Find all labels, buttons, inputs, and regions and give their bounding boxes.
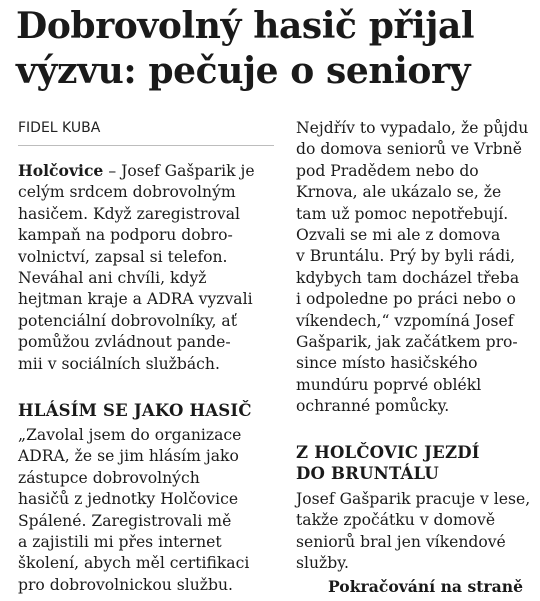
paragraph-line: Neváhal ani chvíli, když	[18, 269, 207, 288]
paragraph-line: pomůžou zvládnout pande-	[18, 333, 231, 352]
paragraph-line: v Bruntálu. Prý by byli rádi,	[296, 247, 516, 266]
paragraph-line: hasičem. Když zaregistroval	[18, 204, 240, 223]
paragraph-line: ADRA, že se jim hlásím jako	[18, 447, 239, 466]
paragraph-line: tam už pomoc nepotřebují.	[296, 204, 509, 223]
subheading-hlasim-se-jako-hasic: HLÁSÍM SE JAKO HASIČ	[18, 401, 252, 420]
headline-line-2: výzvu: pečuje o seniory	[16, 50, 471, 92]
paragraph-line: mundúru poprvé oblékl	[296, 375, 482, 394]
paragraph-line: kampaň na podporu dobro-	[18, 226, 233, 245]
paragraph-line: Nejdřív to vypadalo, že půjdu	[296, 119, 529, 137]
paragraph-line: since místo hasičského	[296, 354, 478, 373]
paragraph-line: ochranné pomůcky.	[296, 397, 450, 416]
headline	[16, 4, 540, 94]
paragraph-line: mii v sociálních službách.	[18, 354, 220, 373]
paragraph-line: pro dobrovolnickou službu.	[18, 575, 233, 594]
right-column-text	[296, 118, 540, 418]
paragraph-line: do domova seniorů ve Vrbně	[296, 140, 523, 159]
paragraph-line: Josef Gašparik pracuje v lese,	[296, 490, 531, 508]
paragraph-line	[18, 160, 280, 182]
left-column-text	[18, 160, 280, 375]
continued-on-page-note: Pokračování na straně	[328, 577, 524, 596]
paragraph-line: hejtman kraje a ADRA vyzvali	[18, 290, 253, 309]
subheading-z-holcovic-jezdi	[296, 442, 480, 484]
paragraph-line: seniorů bral jen víkendové	[296, 532, 506, 551]
paragraph-line-text: – Josef Gašparik je	[103, 162, 255, 180]
paragraph-line: volnictví, zapsal si telefon.	[18, 247, 228, 266]
paragraph-line: Gašparik, jak začátkem pro-	[296, 333, 518, 352]
dateline-place: Holčovice	[18, 161, 104, 180]
headline-line-1: Dobrovolný hasič přijal	[16, 5, 475, 47]
paragraph-line: Spálené. Zaregistrovali mě	[18, 511, 232, 530]
paragraph-line: i odpoledne po práci nebo o	[296, 290, 516, 309]
paragraph-line: a zajistili mi přes internet	[18, 533, 222, 552]
paragraph-line: Krnova, ale ukázalo se, že	[296, 183, 502, 202]
paragraph-line: kdybych tam docházel třeba	[296, 268, 520, 287]
paragraph-line: „Zavolal jsem do organizace	[18, 426, 242, 444]
paragraph-line: víkendech,“ vzpomíná Josef	[296, 311, 514, 330]
subheading-line-2: DO BRUNTÁLU	[296, 464, 440, 483]
subheading-line-1: Z HOLČOVIC JEZDÍ	[296, 443, 480, 462]
paragraph-line: hasičů z jednotky Holčovice	[18, 490, 239, 509]
paragraph-line: celým srdcem dobrovolným	[18, 183, 236, 202]
right-column-text-2	[296, 489, 540, 575]
byline: FIDEL KUBA	[18, 118, 274, 146]
paragraph-line: potenciální dobrovolníky, ať	[18, 311, 237, 330]
paragraph-line: zástupce dobrovolných	[18, 468, 200, 487]
paragraph-line: služby.	[296, 554, 349, 573]
left-column-text-2	[18, 425, 280, 596]
paragraph-line: takže zpočátku v domově	[296, 511, 496, 530]
paragraph-line: Ozvali se mi ale z domova	[296, 226, 501, 245]
paragraph-line: pod Pradědem nebo do	[296, 161, 479, 180]
paragraph-line: školení, abych měl certifikaci	[18, 554, 250, 573]
